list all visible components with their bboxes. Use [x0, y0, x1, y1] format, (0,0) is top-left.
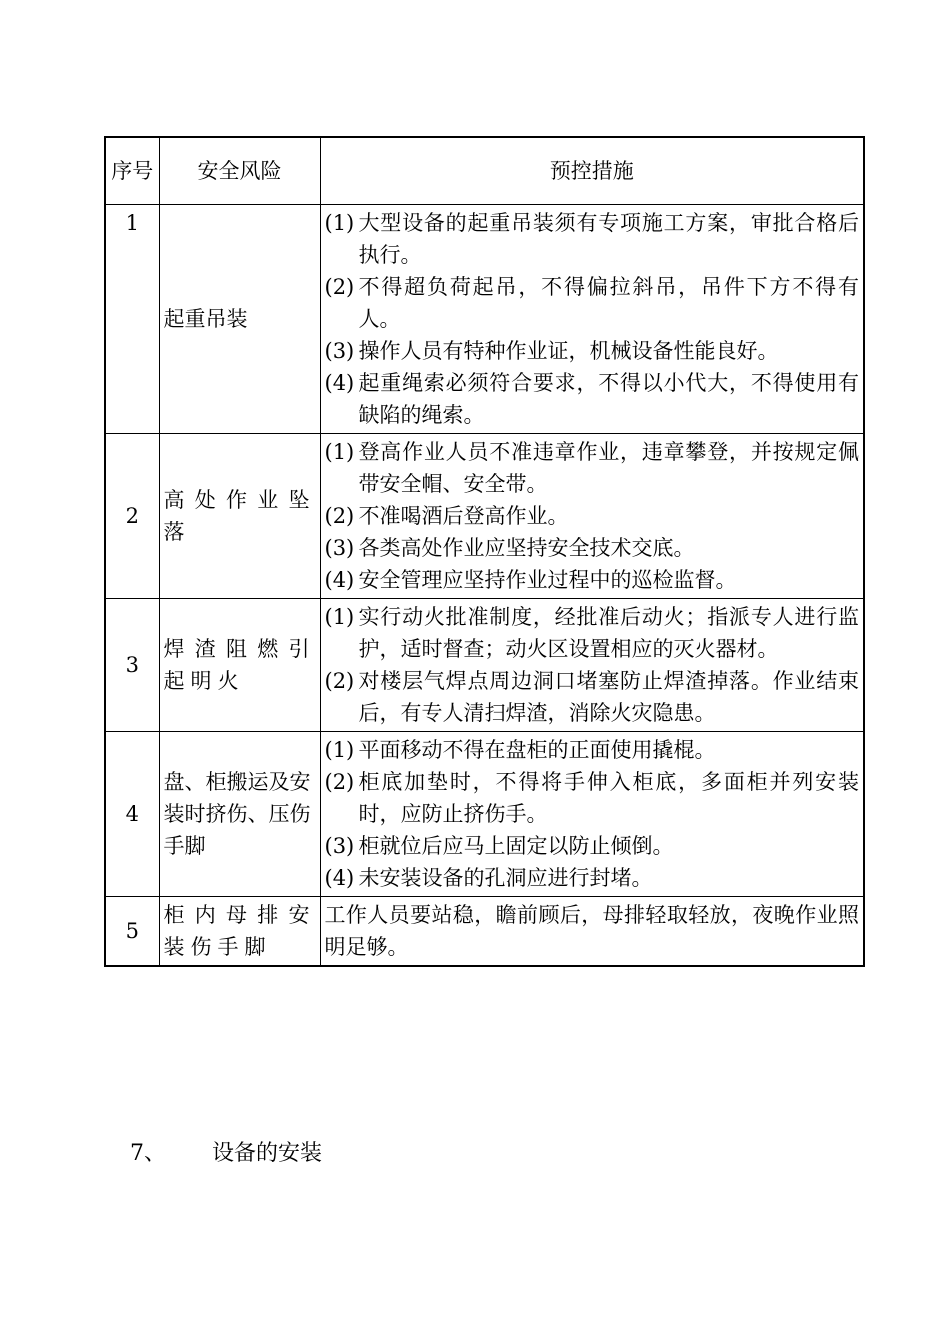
measure-item	[325, 532, 860, 564]
row-risk: 高处作业坠落	[159, 434, 320, 599]
measure-text: 对楼层气焊点周边洞口堵塞防止焊渣掉落。作业结束后，有专人清扫焊渣，消除火灾隐患。	[358, 669, 859, 725]
row-measures	[320, 599, 864, 732]
row-risk: 焊渣阻燃引起明火	[159, 599, 320, 732]
measure-number: (1)	[324, 605, 355, 629]
measure-text: 各类高处作业应坚持安全技术交底。	[358, 536, 695, 560]
table-row	[105, 434, 864, 599]
measure-text: 平面移动不得在盘柜的正面使用撬棍。	[358, 738, 716, 762]
measure-text: 柜就位后应马上固定以防止倾倒。	[358, 834, 674, 858]
measure-item	[325, 564, 860, 596]
table-row	[105, 897, 864, 967]
row-risk: 起重吊装	[159, 205, 320, 434]
row-measures	[320, 205, 864, 434]
row-seq: 5	[105, 897, 159, 967]
measure-text: 操作人员有特种作业证，机械设备性能良好。	[358, 339, 779, 363]
row-measures	[320, 732, 864, 897]
measure-item	[325, 862, 860, 894]
section-number: 7、	[130, 1141, 166, 1166]
header-seq: 序号	[105, 137, 159, 205]
header-measures: 预控措施	[320, 137, 864, 205]
table-row	[105, 732, 864, 897]
row-seq: 3	[105, 599, 159, 732]
measure-item	[325, 601, 860, 665]
measure-number: (3)	[324, 834, 355, 858]
measure-item	[325, 367, 860, 431]
measure-number: (1)	[324, 738, 355, 762]
measure-item	[325, 436, 860, 500]
header-risk: 安全风险	[159, 137, 320, 205]
measure-number: (2)	[324, 770, 355, 794]
measure-number: (4)	[324, 371, 355, 395]
measure-number: (2)	[324, 275, 355, 299]
measure-item	[325, 665, 860, 729]
measure-text: 实行动火批准制度，经批准后动火；指派专人进行监护，适时督查；动火区设置相应的灭火器材。	[358, 605, 859, 661]
measure-text: 不准喝酒后登高作业。	[358, 504, 569, 528]
row-seq: 1	[105, 205, 159, 434]
measure-item	[325, 207, 860, 271]
section-heading	[130, 1138, 322, 1170]
measure-text: 安全管理应坚持作业过程中的巡检监督。	[358, 568, 737, 592]
measure-number: (1)	[324, 211, 355, 235]
table-row	[105, 599, 864, 732]
measure-number: (3)	[324, 339, 355, 363]
measure-text: 登高作业人员不准违章作业，违章攀登，并按规定佩带安全帽、安全带。	[358, 440, 859, 496]
row-seq: 4	[105, 732, 159, 897]
risk-control-table	[104, 136, 865, 967]
measure-number: (4)	[324, 568, 355, 592]
measure-number: (4)	[324, 866, 355, 890]
section-title: 设备的安装	[212, 1141, 323, 1166]
measure-number: (1)	[324, 440, 355, 464]
measure-number: (2)	[324, 669, 355, 693]
measure-item	[325, 335, 860, 367]
table-row	[105, 205, 864, 434]
row-measures	[320, 434, 864, 599]
row-seq: 2	[105, 434, 159, 599]
measure-number: (3)	[324, 536, 355, 560]
measure-text: 起重绳索必须符合要求，不得以小代大，不得使用有缺陷的绳索。	[358, 371, 859, 427]
measure-number: (2)	[324, 504, 355, 528]
measure-text: 柜底加垫时，不得将手伸入柜底，多面柜并列安装时，应防止挤伤手。	[358, 770, 859, 826]
measure-text: 不得超负荷起吊，不得偏拉斜吊，吊件下方不得有人。	[358, 275, 859, 331]
measure-item	[325, 271, 860, 335]
row-risk: 柜内母排安装伤手脚	[159, 897, 320, 967]
measure-item	[325, 734, 860, 766]
row-measures: 工作人员要站稳，瞻前顾后，母排轻取轻放，夜晚作业照明足够。	[320, 897, 864, 967]
table-header-row	[105, 137, 864, 205]
measure-text: 大型设备的起重吊装须有专项施工方案，审批合格后执行。	[358, 211, 859, 267]
measure-item	[325, 830, 860, 862]
row-risk: 盘、柜搬运及安装时挤伤、压伤手脚	[159, 732, 320, 897]
measure-text: 未安装设备的孔洞应进行封堵。	[358, 866, 653, 890]
measure-item	[325, 500, 860, 532]
measure-item	[325, 766, 860, 830]
